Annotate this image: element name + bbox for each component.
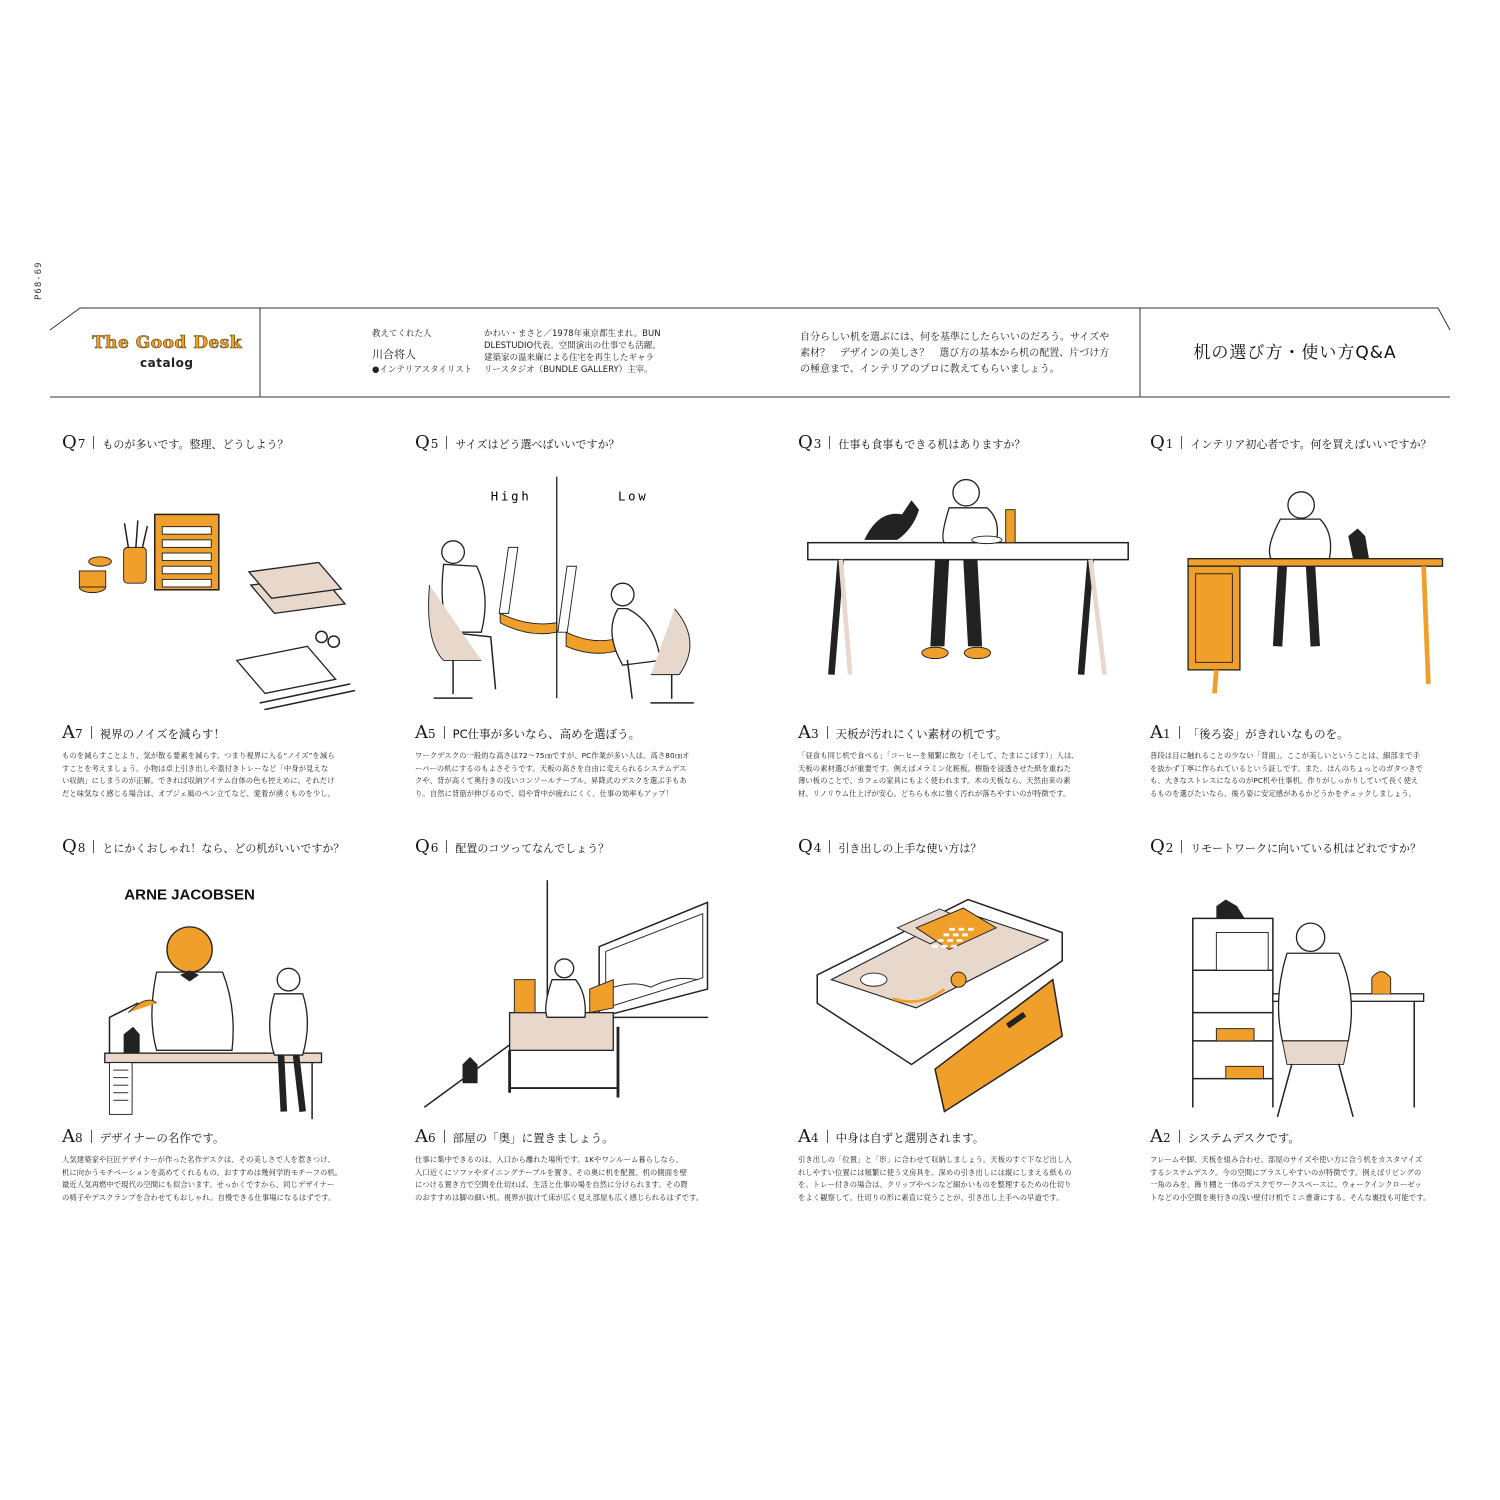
answer-number: 3 (811, 727, 819, 741)
question-number: 6 (430, 841, 439, 855)
divider (829, 436, 830, 449)
answer-letter: A (1150, 1126, 1163, 1147)
answer-body: 引き出しの「位置」と「形」に合わせて収納しましょう。天板のすぐ下など出し入 れしやすい位置には頻繁に使う文房具を。深めの引き出しには縦にしまえる紙もの を。トレー付きの場合は、クリップやペンなど細かいものを整理するための仕切り をよく観察して。仕切りの形に素直に従うことが、引き出し上手への早道です。 (798, 1155, 1072, 1202)
divider (1179, 1130, 1180, 1143)
illustration (62, 472, 402, 717)
question-letter: Q (62, 432, 77, 453)
answer-number: 2 (1163, 1131, 1171, 1145)
question (1150, 836, 1421, 857)
teacher-bio: かわい・まさと／1978年東京都生まれ。BUN DLESTUDIO代表。空間演出の仕事でも活躍。 建築家の温来廉による住宅を再生したギャラ リースタジオ（BUNDLE GALLERY）主宰。 (484, 329, 661, 375)
illustration (798, 472, 1138, 717)
teacher-name: 川合将人 (372, 348, 416, 361)
cat (124, 1027, 140, 1053)
answer-text: 中身は自ずと選別されます。 (835, 1131, 985, 1145)
answer-body: フレームや脚、天板を組み合わせ、部屋のサイズや使い方に合う机をカスタマイズ するシステムデスク。今の空間にプラスしやすいのが特徴です。例えばリビングの 一角のみを、飾り棚と一体のデスクでワークスペースに。ウォークインクローゼッ トなどの小空間を奥行きの浅い壁付け机でミニ書斎にする。そんな裏技も可能です。 (1150, 1155, 1431, 1202)
answer-letter: A (415, 722, 428, 743)
answer (415, 722, 640, 743)
desk (510, 1013, 614, 1051)
divider (444, 726, 445, 739)
divider (93, 840, 94, 853)
answer-letter: A (62, 722, 75, 743)
divider (444, 1130, 445, 1143)
teacher-label: 教えてくれた人 (372, 329, 432, 339)
designer-name: ARNE JACOBSEN (124, 886, 255, 904)
answer (415, 1126, 614, 1147)
answer-text: 「後ろ姿」がきれいなものを。 (1187, 727, 1349, 741)
answer-text: 天板が汚れにくい素材の机です。 (835, 727, 1008, 741)
answer (798, 722, 1007, 743)
logo-title: The Good Desk (92, 333, 243, 353)
divider (446, 436, 447, 449)
teacher-role: ●インテリアスタイリスト (372, 365, 473, 375)
answer (798, 1126, 984, 1147)
divider (1179, 726, 1180, 739)
question-number: 7 (77, 437, 86, 451)
question-letter: Q (1150, 432, 1165, 453)
answer-number: 8 (75, 1131, 83, 1145)
answer-body: ワークデスクの一般的な高さは72〜75㎝ですが、PC作業が多い人は、高さ80㎝オ ーバーの机にするのもよさそうです。天板の高さを自由に変えられるシステムデス クや、背が高くて奥行きの浅いコンソールテーブル、昇降式のデスクを選ぶ手もあ り。自然に背筋が伸びるので、肩や背中が疲れにくく、仕事の効率もアップ！ (415, 751, 690, 798)
divider (1181, 840, 1182, 853)
question (415, 836, 609, 857)
answer-text: 視界のノイズを減らす！ (99, 727, 225, 741)
question-letter: Q (415, 432, 430, 453)
question-text: リモートワークに向いている机はどれですか？ (1190, 842, 1421, 855)
question (62, 432, 289, 453)
question-number: 3 (813, 437, 822, 451)
section-title: 机の選び方・使い方Q&A (1193, 343, 1397, 363)
question-text: 引き出しの上手な使い方は？ (838, 842, 982, 855)
question-text: ものが多いです。整理、どうしよう？ (102, 438, 289, 451)
question-letter: Q (1150, 836, 1165, 857)
question-text: 仕事も食事もできる机はありますか？ (838, 438, 1026, 451)
answer-body: 「昼食も同じ机で食べる」「コーヒーを頻繁に飲む（そして、たまにこぼす）」人は、 天板の素材選びが重要です。例えばメラミン化粧板。樹脂を浸透させた紙を重ねた 薄い板のことで、カフェの家具にもよく使われます。木の天板なら、天然由来の素 材、リノリウム仕上げが安心。どちらも水に強く汚れが落ちやすいのが特徴です。 (798, 751, 1079, 798)
divider (1181, 436, 1182, 449)
page-reference: P68-69 (34, 261, 44, 300)
question-text: インテリア初心者です。何を買えばいいですか？ (1190, 438, 1432, 451)
answer-text: 部屋の「奥」に置きましょう。 (452, 1131, 614, 1145)
question-text: サイズはどう選べばいいですか？ (455, 438, 620, 451)
divider (93, 436, 94, 449)
illustration (1150, 472, 1490, 717)
question-number: 1 (1165, 437, 1174, 451)
answer-body: ものを減らすことより、気が散る要素を減らす。つまり視界に入る“ノイズ”を減ら すことを考えましょう。小物は卓上引き出しや蓋付きトレーなど「中身が見えな い収納」にしまうのが正解。できれば収納アイテム自体の色も控えめに。それだけ だと味気なく感じる場合は、オブジェ風のペン立てなど、愛着が湧くものを少し。 (62, 751, 336, 798)
answer-letter: A (62, 1126, 75, 1147)
cat (463, 1057, 478, 1083)
answer (62, 1126, 224, 1147)
answer-text: デザイナーの名作です。 (99, 1131, 225, 1145)
answer-letter: A (798, 1126, 811, 1147)
question-number: 8 (77, 841, 86, 855)
divider (827, 1130, 828, 1143)
divider (91, 726, 92, 739)
illustration (1150, 876, 1490, 1121)
question-text: 配置のコツってなんでしょう？ (455, 842, 610, 855)
intro-text: 自分らしい机を選ぶには、何を基準にしたらいいのだろう。サイズや 素材？ デザインの美しさ？ 選び方の基本から机の配置、片づけ方 の極意まで、インテリアのプロに教えてもらいましょう。 (800, 332, 1110, 375)
answer-number: 1 (1163, 727, 1171, 741)
question-letter: Q (798, 432, 813, 453)
answer-letter: A (415, 1126, 428, 1147)
question (798, 836, 981, 857)
question-letter: Q (415, 836, 430, 857)
divider (829, 840, 830, 853)
label-low: Low (617, 489, 649, 504)
illustration (798, 876, 1138, 1121)
question-number: 2 (1165, 841, 1174, 855)
question-number: 5 (430, 437, 439, 451)
question-text: とにかくおしゃれ！なら、どの机がいいですか？ (102, 842, 345, 855)
cat (1348, 529, 1369, 559)
divider (827, 726, 828, 739)
question (62, 836, 344, 857)
divider (91, 1130, 92, 1143)
question-number: 4 (813, 841, 822, 855)
question-letter: Q (798, 836, 813, 857)
answer-number: 7 (75, 727, 83, 741)
dining-table (808, 543, 1128, 560)
question (415, 432, 620, 453)
answer (1150, 1126, 1300, 1147)
answer-body: 普段は目に触れることの少ない「背面」。ここが美しいということは、細部まで手 を抜かず丁寧に作られているという証しです。また、ほんのちょっとのガタつきで も、大きなストレスになるのがPC机や仕事机。作りがしっかりしていて長く使え るものを選びたいなら、後ろ姿に安定感があるかどうかをチェックしましょう。 (1150, 751, 1424, 798)
question-letter: Q (62, 836, 77, 857)
answer-text: システムデスクです。 (1187, 1131, 1300, 1145)
answer-letter: A (798, 722, 811, 743)
cat (864, 500, 919, 540)
answer-number: 5 (428, 727, 436, 741)
answer-number: 6 (428, 1131, 436, 1145)
drawer-cabinet (155, 514, 219, 589)
illustration (415, 876, 755, 1121)
label-high: High (490, 489, 532, 504)
answer-body: 仕事に集中できるのは、入口から離れた場所です。1Kやワンルーム暮らしなら、 入口近くにソファやダイニングテーブルを置き、その奥に机を配置。机の側面を壁 につける置き方で空間を仕切れば、生活と仕事の場を自然に分けられます。その際 のおすすめは脚の細い机。視界が抜けて床が広く見え部屋も広く感じられるはずです。 (415, 1155, 704, 1202)
desk-top (1188, 559, 1442, 567)
illustration (62, 876, 402, 1121)
logo-subtitle: catalog (140, 356, 194, 370)
question (798, 432, 1025, 453)
answer (62, 722, 225, 743)
divider (446, 840, 447, 853)
answer-text: PC仕事が多いなら、高めを選ぼう。 (452, 727, 641, 741)
answer (1150, 722, 1349, 743)
illustration (415, 472, 755, 717)
cat (1216, 900, 1244, 919)
question (1150, 432, 1432, 453)
answer-letter: A (1150, 722, 1163, 743)
answer-body: 人気建築家や巨匠デザイナーが作った名作デスクは、その美しさで人を惹きつけ、 机に向かうモチベーションを高めてくれるもの。おすすめは幾何学的モチーフの机。 最近人気再燃中で現代の空間にも似合います。せっかくですから、同じデザイナー の椅子やデスクランプを合わせてもおしゃれ。自慢できる仕事場になるはずです。 (62, 1155, 343, 1202)
answer-number: 4 (811, 1131, 819, 1145)
